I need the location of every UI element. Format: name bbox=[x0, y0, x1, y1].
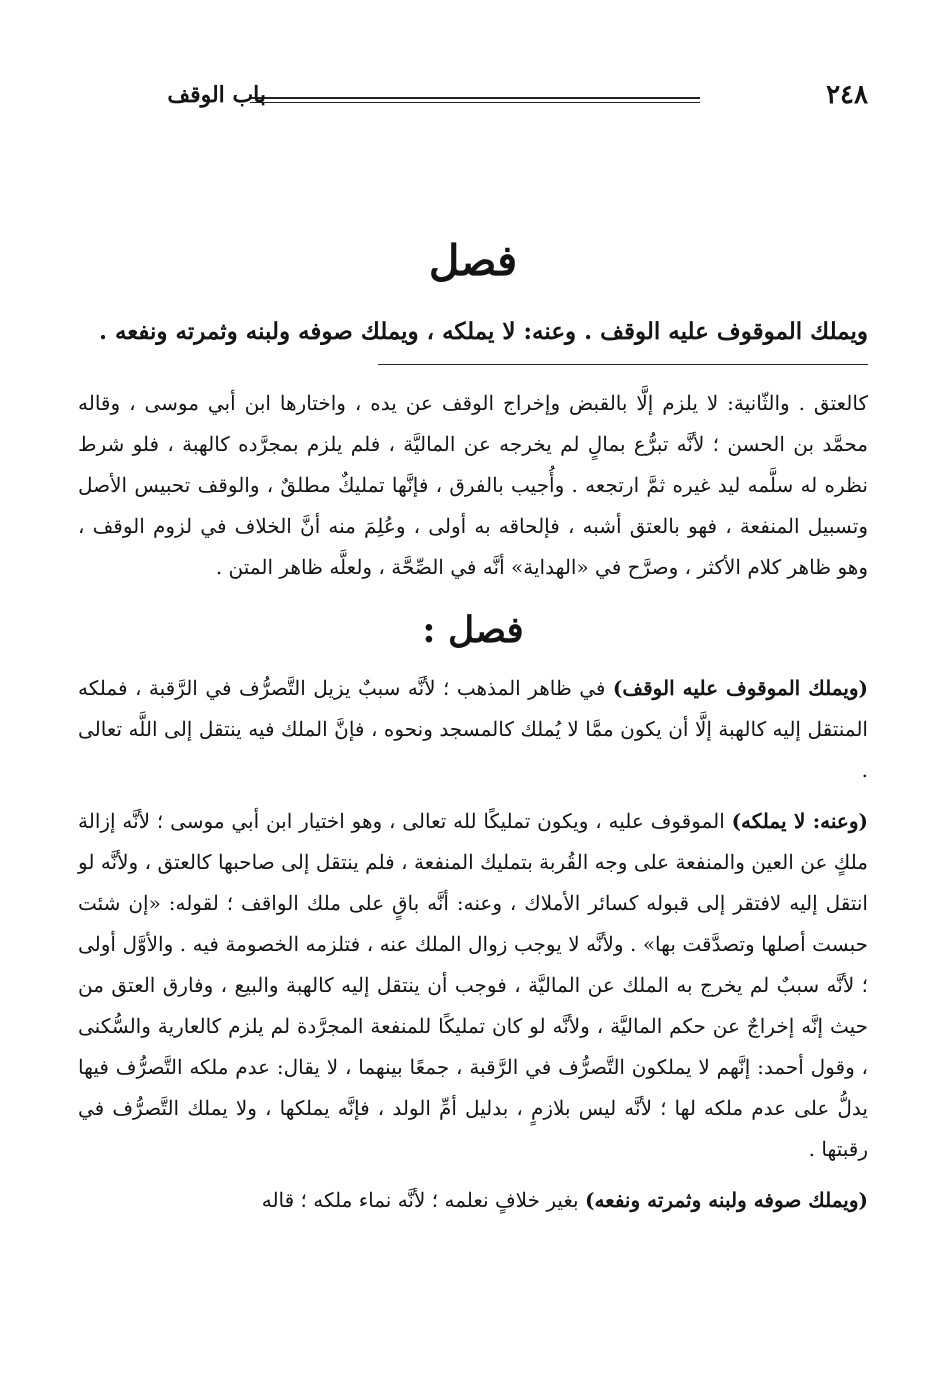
header-rule bbox=[250, 97, 700, 103]
commentary-text: الموقوف عليه ، ويكون تمليكًا لله تعالى ، وهو اختيار ابن أبي موسى ؛ لأنَّه إزالة ملكٍ عن العين والمنفعة على وجه القُربة بتمليك المنفعة ، فلم ينتقل إلى صاحبها كالعتق ، ولأنَّه لو انتقل إليه لافتقر إلى قبوله كسائر الأملاك ، وعنه: أنَّه باقٍ على ملك الواقف ؛ لقوله: «إن شئت حبست أصلها وتصدَّقت بها» . ولأنَّه لا يوجب زوال الملك عنه ، فتلزمه الخصومة فيه . والأوَّل أولى ؛ لأنَّه سببٌ لم يخرج به الملك عن الماليَّة ، فوجب أن ينتقل إليه كالهبة والبيع ، وفارق العتق من حيث إنَّه إخراجٌ عن حكم الماليَّة ، ولأنَّه لو كان تمليكًا للمنفعة المجرَّدة لم يلزم كالعارية والسُّكنى ، وقول أحمد: إنَّهم لا يملكون التَّصرُّف في الرَّقبة ، جمعًا بينهما ، لا يقال: عدم ملكه التَّصرُّف فيها يدلُّ على عدم ملكه لها ؛ لأنَّه ليس بلازمٍ ، بدليل أمِّ الولد ، فإنَّه يملكها ، ولا يملك التَّصرُّف في رقبتها . bbox=[78, 809, 869, 1161]
commentary-paragraph: كالعتق . والثّانية: لا يلزم إلَّا بالقبض وإخراج الوقف عن يده ، واختارها ابن أبي موسى ، وقاله محمَّد بن الحسن ؛ لأنَّه تبرُّع بمالٍ لم يخرجه عن الماليَّة ، فلم يلزم بمجرَّده كالهبة ، فلو شرط نظره له سلَّمه ليد غيره ثمَّ ارتجعه . وأُجيب بالفرق ، فإنَّها تمليكٌ مطلقٌ ، والوقف تحبيس الأصل وتسبيل المنفعة ، فهو بالعتق أشبه ، فإلحاقه به أولى ، وعُلِمَ منه أنَّ الخلاف في لزوم الوقف ، وهو ظاهر كلام الأكثر ، وصرَّح في «الهداية» أنَّه في الصِّحَّة ، ولعلَّه ظاهر المتن . bbox=[78, 391, 868, 579]
quoted-matn-lemma: (ويملك صوفه ولبنه وثمرته ونفعه) bbox=[584, 1188, 868, 1212]
book-page bbox=[78, 72, 868, 1342]
commentary-text: بغير خلافٍ نعلمه ؛ لأنَّه نماء ملكه ؛ قاله bbox=[261, 1188, 585, 1212]
quoted-matn-lemma: (ويملك الموقوف عليه الوقف) bbox=[612, 676, 869, 700]
commentary-paragraph bbox=[78, 801, 868, 1170]
running-header bbox=[78, 72, 868, 122]
chapter-title: باب الوقف bbox=[167, 82, 266, 108]
page-number: ٢٤٨ bbox=[826, 80, 868, 110]
commentary-paragraph bbox=[78, 668, 868, 791]
commentary-section-heading: فصل : bbox=[422, 609, 524, 651]
matn-separator-rule bbox=[378, 364, 868, 365]
quoted-matn-lemma: (وعنه: لا يملكه) bbox=[731, 809, 868, 833]
section-heading: فصل bbox=[428, 236, 518, 285]
commentary-paragraph bbox=[78, 1180, 868, 1221]
commentary-text: في ظاهر المذهب ؛ لأنَّه سببٌ يزيل التَّصرُّف في الرَّقبة ، فملكه المنتقل إليه كالهبة إلَّا أن يكون ممَّا لا يُملك كالمسجد ونحوه ، فإنَّ الملك فيه ينتقل إلى اللَّه تعالى . bbox=[78, 676, 868, 782]
matn-text: ويملك الموقوف عليه الوقف . وعنه: لا يملكه ، ويملك صوفه ولبنه وثمرته ونفعه . bbox=[98, 318, 868, 345]
